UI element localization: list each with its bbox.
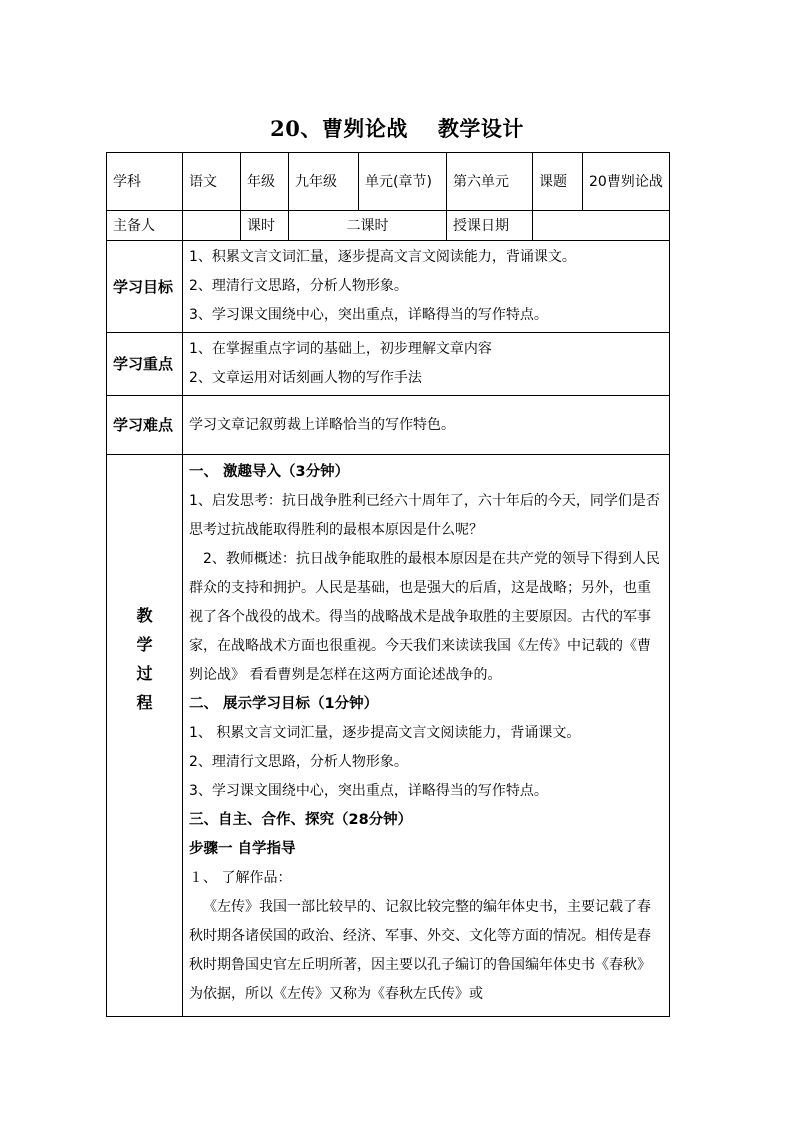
preparer-value (183, 211, 241, 241)
goal-item: 1、积累文言文词汇量，逐步提高文言文阅读能力，背诵课文。 (189, 249, 576, 265)
key-points-content (183, 333, 670, 396)
section-2-item: 3、学习课文围绕中心，突出重点，详略得当的写作特点。 (189, 783, 548, 799)
goal-item: 2、理清行文思路，分析人物形象。 (189, 278, 408, 294)
info-row-2 (107, 211, 670, 241)
unit-label: 单元(章节) (359, 153, 447, 211)
section-1-para-1: 1、启发思考：抗日战争胜利已经六十周年了，六十年后的今天，同学们是否思考过抗战能取得胜利的最根本原因是什么呢？ (189, 493, 660, 538)
section-2-heading: 二、 展示学习目标（1分钟） (189, 696, 379, 712)
grade-label: 年级 (241, 153, 289, 211)
goal-item: 3、学习课文围绕中心，突出重点，详略得当的写作特点。 (189, 307, 548, 323)
goals-content (183, 241, 670, 333)
title-main: 20、曹刿论战 (270, 116, 408, 141)
grade-value: 九年级 (289, 153, 359, 211)
key-point-item: 1、在掌握重点字词的基础上，初步理解文章内容 (189, 341, 492, 357)
process-row (107, 455, 670, 1017)
key-point-item: 2、文章运用对话刻画人物的写作手法 (189, 370, 422, 386)
info-row-1 (107, 153, 670, 211)
hours-label: 课时 (241, 211, 289, 241)
subject-label: 学科 (107, 153, 183, 211)
difficulty-text: 学习文章记叙剪裁上详略恰当的写作特色。 (189, 416, 455, 433)
section-2-item: 2、理清行文思路，分析人物形象。 (189, 754, 408, 770)
subject-value: 语文 (183, 153, 241, 211)
goals-label: 学习目标 (107, 241, 183, 333)
section-1-heading: 一、 激趣导入（3分钟） (189, 464, 350, 480)
section-3-heading: 三、自主、合作、探究（28分钟） (189, 812, 413, 828)
difficulty-label: 学习难点 (107, 396, 183, 455)
preparer-label: 主备人 (107, 211, 183, 241)
step-1-heading: 步骤一 自学指导 (189, 841, 296, 857)
difficulty-content (183, 396, 670, 455)
unit-value: 第六单元 (447, 153, 533, 211)
lesson-plan-table (106, 152, 670, 1017)
goals-row (107, 241, 670, 333)
process-label-cell (107, 455, 183, 1017)
title-sub: 教学设计 (437, 116, 524, 141)
key-points-label: 学习重点 (107, 333, 183, 396)
step-1-item: １、 了解作品： (189, 870, 292, 886)
topic-label: 课题 (533, 153, 583, 211)
key-points-row (107, 333, 670, 396)
hours-value: 二课时 (289, 211, 447, 241)
date-value (533, 211, 670, 241)
section-1-para-2: 2、教师概述：抗日战争能取胜的最根本原因是在共产党的领导下得到人民群众的支持和拥护。人民是基础，也是强大的后盾，这是战略；另外，也重视了各个战役的战术。得当的战略战术是战争取胜的主要原因。古代的军事家，在战略战术方面也很重视。今天我们来读读我国《左传》中记载的《曹刿论战》 看看曹刿是怎样在这两方面论述战争的。 (189, 551, 660, 683)
topic-value: 20曹刿论战 (583, 153, 670, 211)
difficulty-row (107, 396, 670, 455)
process-content (183, 455, 670, 1017)
section-2-item: 1、 积累文言文词汇量，逐步提高文言文阅读能力，背诵课文。 (189, 725, 581, 741)
document-title (0, 113, 794, 143)
date-label: 授课日期 (447, 211, 533, 241)
process-label: 教学过程 (136, 606, 153, 712)
step-1-text: 《左传》我国一部比较早的、记叙比较完整的编年体史书，主要记载了春秋时期各诸侯国的政治、经济、军事、外交、文化等方面的情况。相传是春秋时期鲁国史官左丘明所著，因主要以孔子编订的鲁国编年体史书《春秋》为依据，所以《左传》又称为《春秋左氏传》或 (189, 899, 651, 1002)
